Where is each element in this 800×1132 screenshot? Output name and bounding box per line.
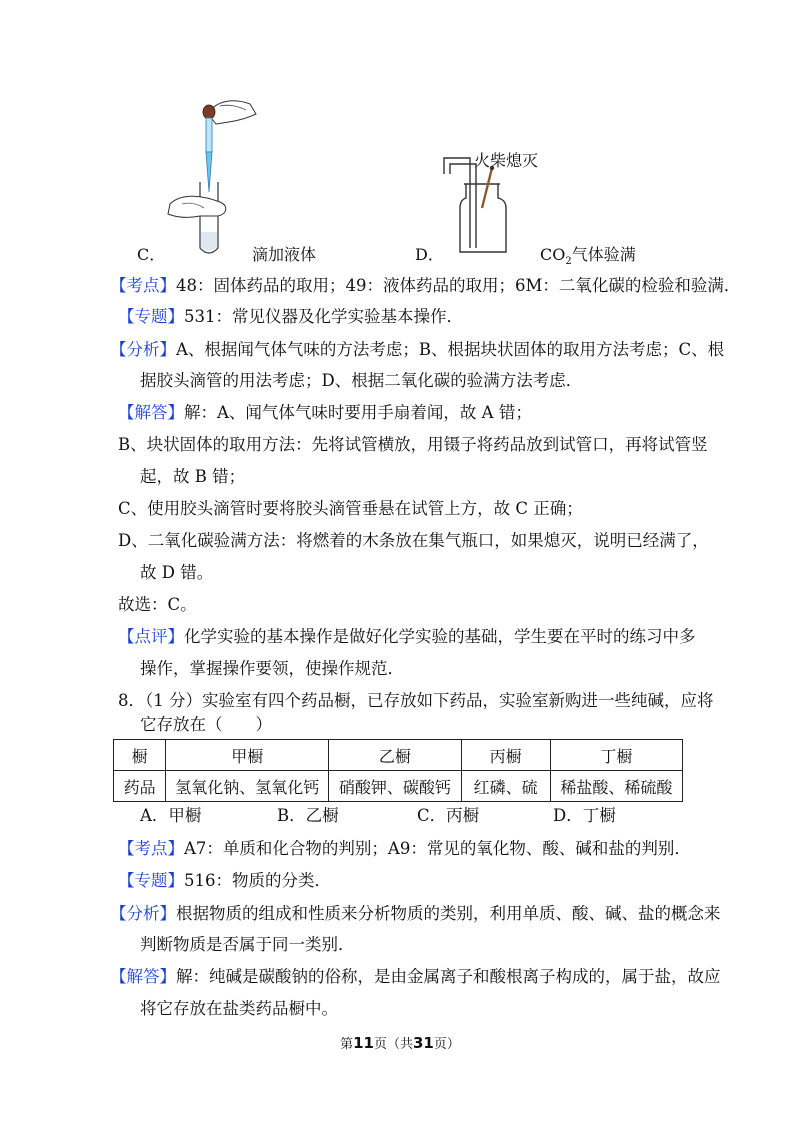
cabinet-table <box>113 739 683 802</box>
q7-option-d-cont: 故 D 错。 <box>140 563 214 582</box>
q7-option-c: C、使用胶头滴管时要将胶头滴管垂悬在试管上方，故 C 正确； <box>118 499 583 518</box>
q8-option-d: D．丁橱 <box>553 806 616 825</box>
q7-answer: 故选：C。 <box>118 595 197 614</box>
q8-fenxi-cont: 判断物质是否属于同一类别． <box>140 935 355 954</box>
q7-jieda: 【解答】解：A、闻气体气味时要用手扇着闻，故 A 错； <box>118 403 532 422</box>
q7-fenxi-cont: 据胶头滴管的用法考虑；D、根据二氧化碳的验满方法考虑． <box>140 371 583 390</box>
q8-stem: 8．（1 分）实验室有四个药品橱，已存放如下药品，实验室新购进一些纯碱，应将 <box>118 691 714 710</box>
table-cell: 甲橱 <box>166 740 329 771</box>
q8-fenxi: 【分析】根据物质的组成和性质来分析物质的类别，利用单质、酸、碱、盐的概念来 <box>110 904 721 923</box>
q8-zhuanti: 【专题】516：物质的分类． <box>118 871 331 890</box>
q7-option-d: D、二氧化碳验满方法：将燃着的木条放在集气瓶口，如果熄灭，说明已经满了， <box>118 531 709 550</box>
q7-option-b: B、块状固体的取用方法：先将试管横放，用镊子将药品放到试管口，再将试管竖 <box>118 435 708 454</box>
q7-dianping-cont: 操作，掌握操作要领，使操作规范． <box>140 659 404 678</box>
table-cell: 氢氧化钠、氢氧化钙 <box>166 771 329 802</box>
q7-kaodian: 【考点】48：固体药品的取用；49：液体药品的取用；6M：二氧化碳的检验和验满． <box>110 276 741 295</box>
table-cell: 丁橱 <box>550 740 682 771</box>
table-cell: 药品 <box>114 771 166 802</box>
table-row <box>114 740 683 771</box>
q8-option-a: A．甲橱 <box>140 806 202 825</box>
q8-jieda: 【解答】解：纯碱是碳酸钠的俗称，是由金属离子和酸根离子构成的，属于盐，故应 <box>110 967 721 986</box>
table-cell: 丙橱 <box>461 740 550 771</box>
q7-zhuanti: 【专题】531：常见仪器及化学实验基本操作． <box>118 307 463 326</box>
table-cell: 橱 <box>114 740 166 771</box>
d-annotation: 火柴熄灭 <box>474 151 539 170</box>
figure-c-caption: 滴加液体 <box>252 245 317 264</box>
figure-c-label: C． <box>137 245 166 264</box>
dropper-figure <box>160 92 260 262</box>
figure-d-caption: $CO_2$气体验满 <box>540 245 636 268</box>
q8-kaodian: 【考点】A7：单质和化合物的判别；A9：常见的氧化物、酸、碱和盐的判别． <box>118 839 691 858</box>
q8-option-c: C．丙橱 <box>417 806 480 825</box>
table-cell: 硝酸钾、碳酸钙 <box>329 771 461 802</box>
q7-dianping: 【点评】化学实验的基本操作是做好化学实验的基础，学生要在平时的练习中多 <box>118 627 696 646</box>
table-cell: 乙橱 <box>329 740 461 771</box>
q8-jieda-cont: 将它存放在盐类药品橱中。 <box>140 999 338 1018</box>
q8-stem-cont: 它存放在（ ） <box>140 715 272 734</box>
table-cell: 红磷、硫 <box>461 771 550 802</box>
table-cell: 稀盐酸、稀硫酸 <box>550 771 682 802</box>
q7-fenxi: 【分析】A、根据闻气体气味的方法考虑；B、根据块状固体的取用方法考虑；C、根 <box>110 340 725 359</box>
table-row <box>114 771 683 802</box>
q8-option-b: B．乙橱 <box>277 806 339 825</box>
figure-d-label: D． <box>415 245 444 264</box>
page-footer: 第11页（共31页） <box>340 1034 460 1052</box>
q7-option-b-cont: 起，故 B 错； <box>140 467 246 486</box>
